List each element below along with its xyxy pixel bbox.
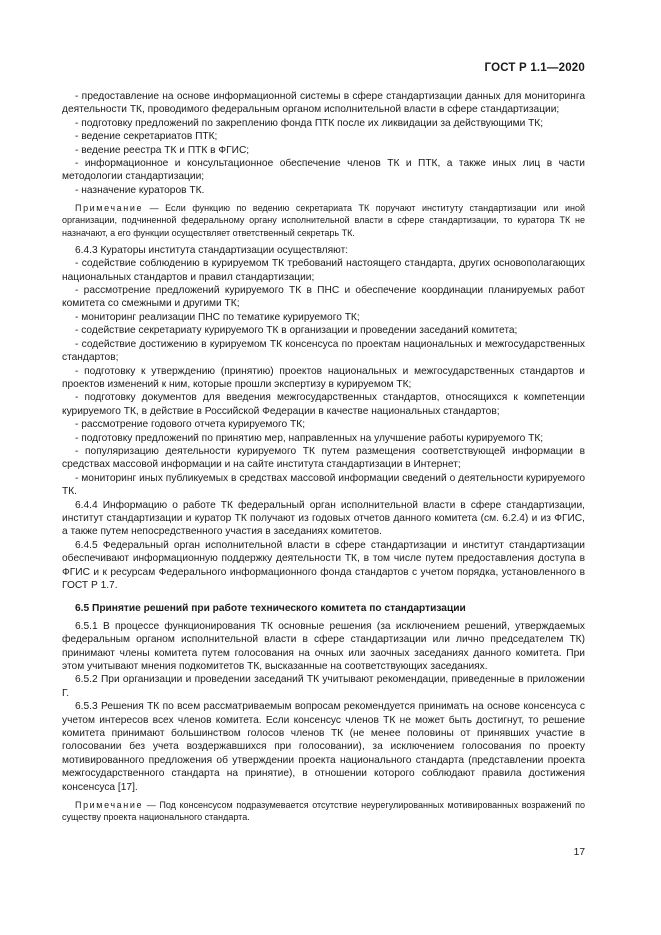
paragraph: - предоставление на основе информационной системы в сфере стандартизации данных для мониторинга деятельности ТК, проводимого федеральным органом исполнительной власти в сфере стандартизации; (62, 91, 585, 116)
paragraph: 6.4.5 Федеральный орган исполнительной власти в сфере стандартизации и институт стандартизации обеспечивают информационную поддержку деятельности ТК, в том числе путем предоставления доступа в ФГИС и к ресурсам Федерального информационного фонда стандартов с учетом порядка, установленного в ГОСТ Р 1.7. (62, 539, 585, 592)
paragraph: - подготовку документов для введения межгосударственных стандартов, относящихся к компетенции курируемого ТК, в действие в Российской Федерации в качестве национальных стандартов; (62, 392, 585, 417)
page-number: 17 (573, 847, 585, 858)
paragraph: 6.4.3 Кураторы института стандартизации осуществляют: (75, 244, 349, 256)
paragraph: - рассмотрение предложений курируемого ТК в ПНС и обеспечение координации планируемых работ комитета со смежными и другими ТК; (62, 285, 585, 310)
note-text: — Под консенсусом подразумевается отсутствие неурегулированных мотивированных возражений по существу проекта национального стандарта. (62, 800, 585, 823)
paragraph: - содействие секретариату курируемого ТК в организации и проведении заседаний комитета; (75, 325, 518, 337)
paragraph: - ведение реестра ТК и ПТК в ФГИС; (75, 144, 250, 156)
document-body (62, 90, 585, 829)
paragraph: 6.5.2 При организации и проведении заседаний ТК учитывают рекомендации, приведенные в приложении Г. (62, 674, 585, 699)
paragraph: 6.5.3 Решения ТК по всем рассматриваемым вопросам рекомендуется принимать на основе консенсуса с учетом интересов всех членов комитета. Если консенсус членов ТК не может быть достигнут, то решение комитета принимают большинством голосов членов ТК (не менее половины от принявших участие в голосовании без учета воздержавшихся при голосовании), за исключением голосования по проекту мотивированного предложения об утверждении проекта национального стандарта (представлении проекта межгосударственного стандарта на принятие), в отношении которого соблюдают правила достижения консенсуса [17]. (62, 701, 585, 793)
paragraph: - ведение секретариатов ПТК; (75, 131, 218, 143)
paragraph: - назначение кураторов ТК. (75, 184, 205, 196)
note-text: — Если функцию по ведению секретариата ТК поручают институту стандартизации или иной организации, подчиненной федеральному органу исполнительной власти в сфере стандартизации, то куратора ТК не назначают, а его функции осуществляет ответственный секретарь ТК. (62, 203, 585, 238)
note-label: Примечание (75, 203, 144, 214)
paragraph: - информационное и консультационное обеспечение членов ТК и ПТК, а также иных лиц в части методологии стандартизации; (62, 158, 585, 183)
paragraph: - содействие соблюдению в курируемом ТК требований настоящего стандарта, других основополагающих национальных стандартов и правил стандартизации; (62, 258, 585, 283)
paragraph: - подготовку к утверждению (принятию) проектов национальных и межгосударственных стандартов и проектов изменений к ним, которые прошли экспертизу в курируемом ТК; (62, 365, 585, 390)
paragraph: 6.5.1 В процессе функционирования ТК основные решения (за исключением решений, утверждаемых федеральным органом исполнительной власти в сфере стандартизации или лично председателем ТК) принимают члены комитета путем голосования на очных или заочных заседаниях данного комитета. При этом учитывают мнения подкомитетов ТК, высказанные на соответствующих заседаниях. (62, 620, 585, 673)
paragraph: - рассмотрение годового отчета курируемого ТК; (75, 419, 306, 431)
note-paragraph (62, 799, 585, 823)
section-heading: 6.5 Принятие решений при работе технического комитета по стандартизации (75, 603, 466, 615)
paragraph: - мониторинг иных публикуемых в средствах массовой информации сведений о деятельности курируемого ТК. (62, 472, 585, 498)
note-label: Примечание (75, 800, 144, 811)
paragraph: - популяризацию деятельности курируемого ТК путем размещения соответствующей информации в средствах массовой информации и на сайте института стандартизации в Интернет; (62, 445, 585, 471)
paragraph: - подготовку предложений по закреплению фонда ПТК после их ликвидации за действующими ТК; (75, 117, 544, 129)
paragraph: - мониторинг реализации ПНС по тематике курируемого ТК; (75, 311, 360, 323)
paragraph: 6.4.4 Информацию о работе ТК федеральный орган исполнительной власти в сфере стандартизации, институт стандартизации и куратор ТК получают из годовых отчетов данного комитета (см. 6.2.4) и из ФГИС, а также путем непосредственного участия в заседаниях комитетов. (62, 499, 585, 538)
paragraph: - содействие достижению в курируемом ТК консенсуса по проектам национальных и межгосударственных стандартов; (62, 338, 585, 364)
standard-code: ГОСТ Р 1.1—2020 (484, 62, 585, 74)
paragraph: - подготовку предложений по принятию мер, направленных на улучшение работы курируемого ТК; (75, 432, 544, 444)
note-paragraph (62, 202, 585, 239)
